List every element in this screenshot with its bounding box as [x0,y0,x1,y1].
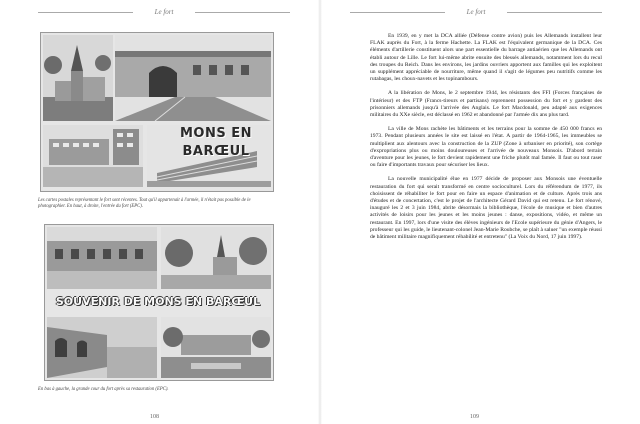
fort-entrance-illustration [115,35,271,121]
paragraph-1: En 1939, en y met la DCA alliée (Défense contre avion) puis les Allemands installent leur FLAK auprès du Fort, à la ferme Hachette. La FLAK est l'équivalent germanique de la DCA. Ces éléments d'artillerie constituent alors une part essentielle du barrage antiaérien que les Allemands ont établi autour de Lille. Le fort lui-même abrite ensuite des blessés allemands, notamment lors du recul des troupes du Reich. Dans les environs, les jardins ouvriers apportent aux familles qui les exploitent un supplément appréciable de nourriture, même quand il s'agit de légumes peu nutritifs comme les rutabagas, les choux-navets et les topinambours. [370,33,602,83]
gallery-illustration [47,317,157,378]
photo-fort-garden [161,317,271,378]
body-text [370,33,602,248]
photo-fort-courtyard-top [47,227,157,289]
paragraph-2: A la libération de Mons, le 2 septembre 1944, les résistants des FFI (Forces françaises de l'intérieur) et des FTP (Francs-tireurs et partisans) reprennent possession du fort et y gardent des prisonniers allemands jusqu'à l'arrivée des Anglais. Le fort Macdonald, peu adapté aux exigences militaires du XXe siècle, est déclassé en 1962 et abandonné par l'armée dix ans plus tard. [370,90,602,119]
postcard-banner-bottom: SOUVENIR DE MONS EN BARŒUL [55,295,261,308]
page-number-left: 108 [150,414,159,420]
paragraph-4: La nouvelle municipalité élue en 1977 décide de proposer aux Monsois une éventuelle restauration du fort qui serait transformé en centre socioculturel. Lors du référendum de 1977, ils choisissent de réhabiliter le fort pour en faire un espace d'animation et de culture. Après trois ans d'études et de concertation, c'est le projet de l'architecte Gérard David qui est retenu. Le fort rénové, inauguré les 2 et 3 juin 1984, abrite désormais la bibliothèque, l'école de musique et bien d'autres activités de loisirs pour les jeunes et les moins jeunes : danse, expositions, vidéo, et même un restaurant. En 1997, lors d'une visite des élèves ingénieurs de l'Ecole supérieure du génie d'Angers, le professeur qui les guide, le lieutenant-colonel Jean-Marie Roubche, se plaît à saluer "un exemple réussi de bâtiment militaire magnifiquement réhabilité et entretenu" (La Voix du Nord, 17 juin 1997). [370,176,602,241]
running-head-right: Le fort [350,8,602,16]
page-number-right: 109 [470,414,479,420]
caption-bottom-postcard: En bas à gauche, la grande cour du fort après sa restauration (EPC). [38,387,169,392]
photo-fort-entrance [115,35,271,121]
running-head-left: Le fort [38,8,290,16]
postcard-souvenir [44,224,274,381]
right-page [320,0,640,424]
square-illustration [161,227,271,289]
postcard-banner-top: MONS EN BARŒUL [179,126,253,159]
photo-modern-building [43,125,143,187]
building-illustration [43,125,143,187]
paragraph-3: La ville de Mons rachète les bâtiments et les terrains pour la somme de 450 000 francs en 1973. Pendant plusieurs années le site est laissé en l'état. A partir de 1964-1965, les immeubles se multiplient aux alentours avec la construction de la ZUP (Zone à urbaniser en priorité), son cortège d'expropriations plus ou moins douloureuses et l'arrivée de nouveaux Monsois. D'abord terrain d'aventure pour les jeunes, le fort devient rapidement une friche plutôt mal famée. Il faut ou tout raser ou faire d'importants travaux pour sécuriser les lieux. [370,126,602,169]
postcard-mons-en-baroeul [40,32,274,192]
courtyard-illustration [47,227,157,289]
photo-fort-gallery [47,317,157,378]
garden-illustration [161,317,271,378]
photo-church [43,35,113,121]
caption-top-postcard: Les cartes postales représentant le fort sont récentes. Tout qu'il appartenait à l'armée, il n'était pas possible de le photographier. En haut, à droite, l'entrée du fort (EPC). [38,198,251,209]
photo-monument-square [161,227,271,289]
church-illustration [43,35,113,121]
